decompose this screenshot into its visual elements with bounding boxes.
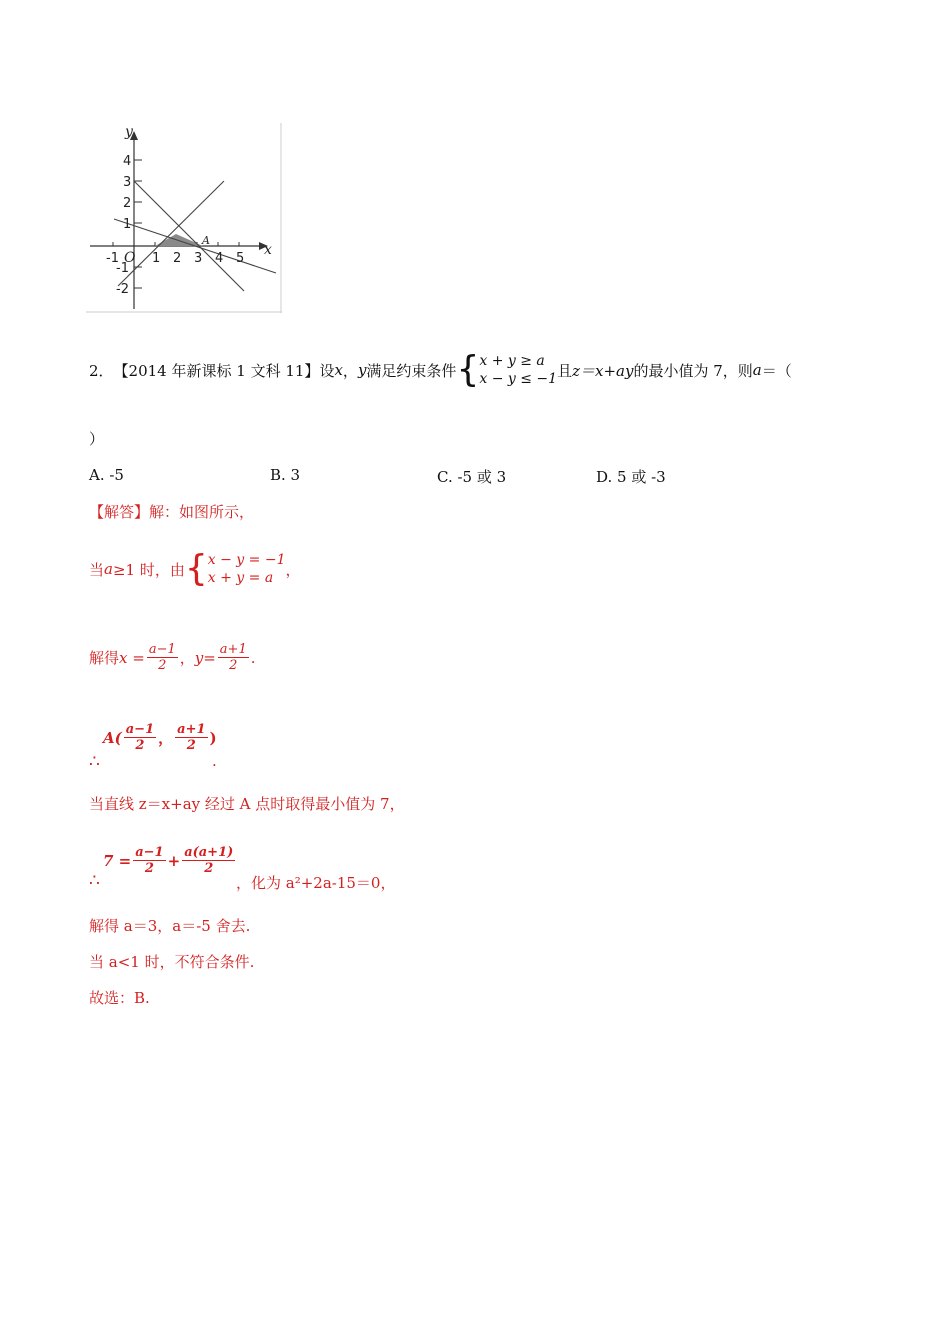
objective-expr: z＝x+ay: [572, 361, 634, 380]
fraction-denominator: 2: [229, 658, 238, 673]
question-text: 且: [557, 361, 573, 380]
line-x-plus-y: [134, 181, 244, 291]
case1-text: 当: [89, 560, 105, 579]
fraction-denominator: 2: [135, 738, 145, 753]
point-a-comma: ，: [158, 729, 174, 747]
var-a: a: [752, 361, 762, 379]
fraction-ay: [175, 722, 207, 753]
point-a-period: .: [212, 752, 217, 770]
y-tick-label: -1: [116, 261, 129, 276]
option-d: D. 5 或 ‐3: [596, 468, 666, 486]
constraint-brace: {: [456, 349, 480, 390]
fraction-denominator: 2: [186, 738, 196, 753]
graph-svg: [86, 123, 282, 313]
solve-y: y=: [194, 648, 216, 667]
solve-line: [89, 642, 256, 673]
y-tick-label: 2: [123, 196, 132, 211]
case1-var-a: a: [104, 560, 113, 578]
solution-intro: 解：如图所示，: [149, 503, 255, 521]
case2-text: 当 a<1 时，不符合条件.: [89, 953, 255, 971]
answer-text: 故选：B.: [89, 989, 150, 1007]
equation-lhs: 7 =: [103, 851, 132, 870]
fraction-eq-2: [182, 845, 235, 876]
point-a-close: ): [209, 728, 217, 747]
solve-x: x =: [119, 648, 145, 667]
question-text: 的最小值为 7，则: [633, 361, 753, 380]
x-tick-label: 5: [236, 251, 245, 266]
case1-text: ≥1 时，由: [112, 560, 185, 579]
x-tick-label: 1: [152, 251, 161, 266]
point-a-coordinates: [103, 722, 217, 753]
question-line: [89, 349, 792, 390]
feasible-region: [155, 234, 203, 246]
option-b: B. 3: [270, 466, 301, 484]
equation-line: [103, 845, 237, 876]
fraction-x: [147, 642, 178, 673]
x-tick-label: 4: [215, 251, 224, 266]
y-tick-label: 4: [123, 154, 132, 169]
var-x: x: [334, 361, 343, 379]
system-eq-2: x + y = a: [207, 570, 274, 586]
fraction-denominator: 2: [144, 861, 154, 876]
y-axis-label: y: [125, 124, 133, 140]
solve-text: ，: [179, 649, 195, 667]
fraction-numerator: a−1: [148, 642, 176, 657]
point-a-open: A(: [103, 728, 122, 747]
fraction-numerator: a−1: [135, 845, 164, 860]
fraction-numerator: a−1: [125, 722, 155, 737]
fraction-denominator: 2: [158, 658, 167, 673]
equation-system: [208, 551, 286, 587]
x-tick-label: 2: [173, 251, 182, 266]
point-a-label: A: [202, 234, 210, 247]
question-source: 【2014 年新课标 1 文科 11】: [113, 361, 320, 380]
solution-heading: 【解答】: [89, 503, 150, 521]
fraction-numerator: a+1: [219, 642, 247, 657]
y-tick-label: 1: [123, 217, 132, 232]
fraction-numerator: a+1: [177, 722, 206, 737]
equation-plus: +: [167, 851, 181, 870]
line-condition-text: 当直线 z＝x+ay 经过 A 点时取得最小值为 7，: [89, 795, 405, 813]
result-text: 解得 a＝3，a＝‐5 舍去.: [89, 917, 251, 935]
fraction-numerator: a(a+1): [184, 845, 234, 860]
y-tick-label: -2: [116, 282, 129, 297]
system-brace: {: [184, 548, 208, 589]
therefore-symbol: ∴: [89, 871, 100, 891]
question-number: 2．: [89, 361, 114, 380]
option-a: A. ‐5: [89, 466, 124, 484]
x-tick-label: 3: [194, 251, 203, 266]
fraction-denominator: 2: [204, 861, 214, 876]
fraction-ax: [124, 722, 156, 753]
therefore-symbol: ∴: [89, 752, 100, 772]
case1-text: ，: [285, 560, 301, 579]
var-y: y: [357, 361, 367, 379]
option-c: C. ‐5 或 3: [437, 468, 507, 486]
origin-label: O: [124, 250, 136, 266]
fraction-y: [218, 642, 249, 673]
solve-text: 解得: [89, 649, 120, 667]
fraction-eq-1: [133, 845, 165, 876]
question-text: ＝（: [761, 361, 792, 380]
x-tick-label: -1: [106, 251, 119, 266]
constraint-2: x − y ≤ −1: [479, 371, 558, 387]
system-eq-1: x − y = −1: [207, 552, 286, 568]
x-axis-label: x: [264, 242, 272, 258]
question-text: 设: [319, 361, 335, 380]
constraint-system: [479, 352, 557, 388]
equation-simplified: ，化为 a²+2a‐15＝0，: [236, 874, 396, 892]
case1-line: [89, 548, 301, 589]
question-close-paren: ）: [89, 430, 105, 448]
y-tick-label: 3: [123, 175, 132, 190]
solve-text: .: [250, 648, 256, 667]
constraint-1: x + y ≥ a: [479, 353, 545, 369]
solution-heading-line: [89, 501, 254, 522]
question-comma: ，: [342, 361, 358, 380]
feasible-region-graph: [86, 123, 282, 313]
question-text: 满足约束条件: [366, 361, 457, 380]
